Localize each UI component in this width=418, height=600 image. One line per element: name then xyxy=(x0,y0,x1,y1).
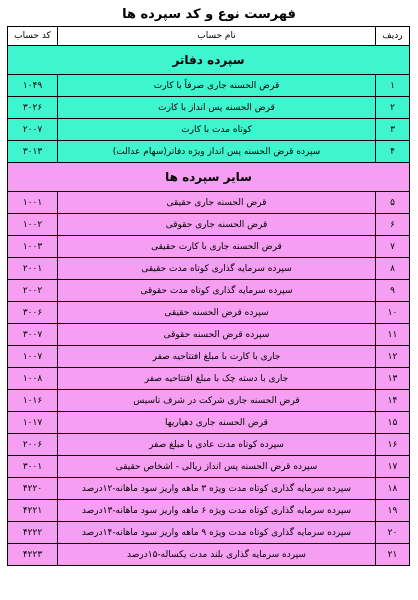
row-account-name: قرض الحسنه جاری دهیاریها xyxy=(58,412,376,434)
row-account-code: ۲۰۰۷ xyxy=(8,119,58,141)
row-account-name: قرض الحسنه جاری صرفاً با کارت xyxy=(58,75,376,97)
row-account-name: قرض الحسنه جاری با کارت حقیقی xyxy=(58,236,376,258)
row-index: ۱۱ xyxy=(376,324,410,346)
table-row xyxy=(8,192,410,214)
table-row xyxy=(8,258,410,280)
row-account-code: ۳۰۰۱ xyxy=(8,456,58,478)
row-index: ۲ xyxy=(376,97,410,119)
row-index: ۱۷ xyxy=(376,456,410,478)
table-row xyxy=(8,97,410,119)
table-body xyxy=(8,27,410,566)
row-index: ۵ xyxy=(376,192,410,214)
row-index: ۱ xyxy=(376,75,410,97)
table-row xyxy=(8,346,410,368)
row-account-name: سپرده قرض الحسنه پس انداز ویژه دفاتر(سهام عدالت) xyxy=(58,141,376,163)
row-account-code: ۱۰۰۷ xyxy=(8,346,58,368)
row-index: ۱۸ xyxy=(376,478,410,500)
row-account-name: سپرده سرمایه گذاری کوتاه مدت ویژه ۹ ماهه واریز سود ماهانه-۱۴درصد xyxy=(58,522,376,544)
table-row xyxy=(8,412,410,434)
row-index: ۱۰ xyxy=(376,302,410,324)
row-account-name: سپرده سرمایه گذاری کوتاه مدت حقیقی xyxy=(58,258,376,280)
row-index: ۱۹ xyxy=(376,500,410,522)
row-account-name: سپرده سرمایه گذاری کوتاه مدت حقوقی xyxy=(58,280,376,302)
row-account-code: ۲۰۰۲ xyxy=(8,280,58,302)
section1-title: سپرده دفاتر xyxy=(8,46,410,75)
row-index: ۷ xyxy=(376,236,410,258)
row-account-name: سپرده سرمایه گذاری کوتاه مدت ویژه ۶ ماهه واریز سود ماهانه-۱۳درصد xyxy=(58,500,376,522)
row-account-code: ۱۰۰۳ xyxy=(8,236,58,258)
table-row xyxy=(8,368,410,390)
row-index: ۹ xyxy=(376,280,410,302)
row-account-code: ۲۰۰۶ xyxy=(8,434,58,456)
deposit-code-table xyxy=(7,26,410,566)
row-index: ۳ xyxy=(376,119,410,141)
row-account-code: ۱۰۱۶ xyxy=(8,390,58,412)
row-index: ۱۴ xyxy=(376,390,410,412)
row-account-code: ۳۰۱۳ xyxy=(8,141,58,163)
row-account-name: کوتاه مدت با کارت xyxy=(58,119,376,141)
row-account-code: ۲۰۰۱ xyxy=(8,258,58,280)
row-account-code: ۴۲۲۰ xyxy=(8,478,58,500)
row-index: ۱۳ xyxy=(376,368,410,390)
row-account-code: ۱۰۰۱ xyxy=(8,192,58,214)
row-account-name: سپرده کوتاه مدت عادی با مبلغ صفر xyxy=(58,434,376,456)
row-account-name: سپرده سرمایه گذاری کوتاه مدت ویژه ۳ ماهه واریز سود ماهانه-۱۲درصد xyxy=(58,478,376,500)
row-index: ۱۲ xyxy=(376,346,410,368)
row-index: ۱۶ xyxy=(376,434,410,456)
row-account-code: ۱۰۱۷ xyxy=(8,412,58,434)
table-row xyxy=(8,141,410,163)
table-row xyxy=(8,544,410,566)
section2-header-row xyxy=(8,163,410,192)
header-code: کد حساب xyxy=(8,27,58,46)
table-row xyxy=(8,214,410,236)
table-row xyxy=(8,280,410,302)
row-account-name: سپرده سرمایه گذاری بلند مدت یکساله-۱۵درصد xyxy=(58,544,376,566)
page-title: فهرست نوع و کد سپرده ها xyxy=(122,7,296,22)
section2-title: سایر سپرده ها xyxy=(8,163,410,192)
table-row xyxy=(8,500,410,522)
table-row xyxy=(8,302,410,324)
header-index: ردیف xyxy=(376,27,410,46)
row-account-name: قرض الحسنه جاری حقیقی xyxy=(58,192,376,214)
row-account-name: قرض الحسنه جاری حقوقی xyxy=(58,214,376,236)
row-index: ۲۰ xyxy=(376,522,410,544)
section1-header-row xyxy=(8,46,410,75)
row-index: ۱۵ xyxy=(376,412,410,434)
row-account-code: ۳۰۲۶ xyxy=(8,97,58,119)
row-account-code: ۴۲۲۳ xyxy=(8,544,58,566)
row-index: ۶ xyxy=(376,214,410,236)
table-row xyxy=(8,324,410,346)
row-account-name: سپرده قرض الحسنه حقیقی xyxy=(58,302,376,324)
table-row xyxy=(8,478,410,500)
row-account-name: سپرده قرض الحسنه حقوقی xyxy=(58,324,376,346)
table-row xyxy=(8,390,410,412)
table-header-row xyxy=(8,27,410,46)
header-name: نام حساب xyxy=(58,27,376,46)
row-account-code: ۱۰۰۲ xyxy=(8,214,58,236)
row-account-code: ۱۰۰۸ xyxy=(8,368,58,390)
row-account-name: جاری با دسته چک با مبلغ افتتاحیه صفر xyxy=(58,368,376,390)
table-row xyxy=(8,522,410,544)
table-row xyxy=(8,434,410,456)
row-account-code: ۱۰۴۹ xyxy=(8,75,58,97)
row-account-code: ۴۲۲۱ xyxy=(8,500,58,522)
table-row xyxy=(8,75,410,97)
row-account-code: ۳۰۰۷ xyxy=(8,324,58,346)
row-account-code: ۴۲۲۲ xyxy=(8,522,58,544)
table-row xyxy=(8,236,410,258)
row-index: ۲۱ xyxy=(376,544,410,566)
row-account-code: ۳۰۰۶ xyxy=(8,302,58,324)
row-account-name: جاری با کارت با مبلغ افتتاحیه صفر xyxy=(58,346,376,368)
row-index: ۴ xyxy=(376,141,410,163)
table-row xyxy=(8,119,410,141)
row-account-name: قرض الحسنه جاری شرکت در شرف تاسیس xyxy=(58,390,376,412)
table-row xyxy=(8,456,410,478)
row-index: ۸ xyxy=(376,258,410,280)
row-account-name: سپرده قرض الحسنه پس انداز ریالی - اشخاص حقیقی xyxy=(58,456,376,478)
row-account-name: قرض الحسنه پس انداز با کارت xyxy=(58,97,376,119)
